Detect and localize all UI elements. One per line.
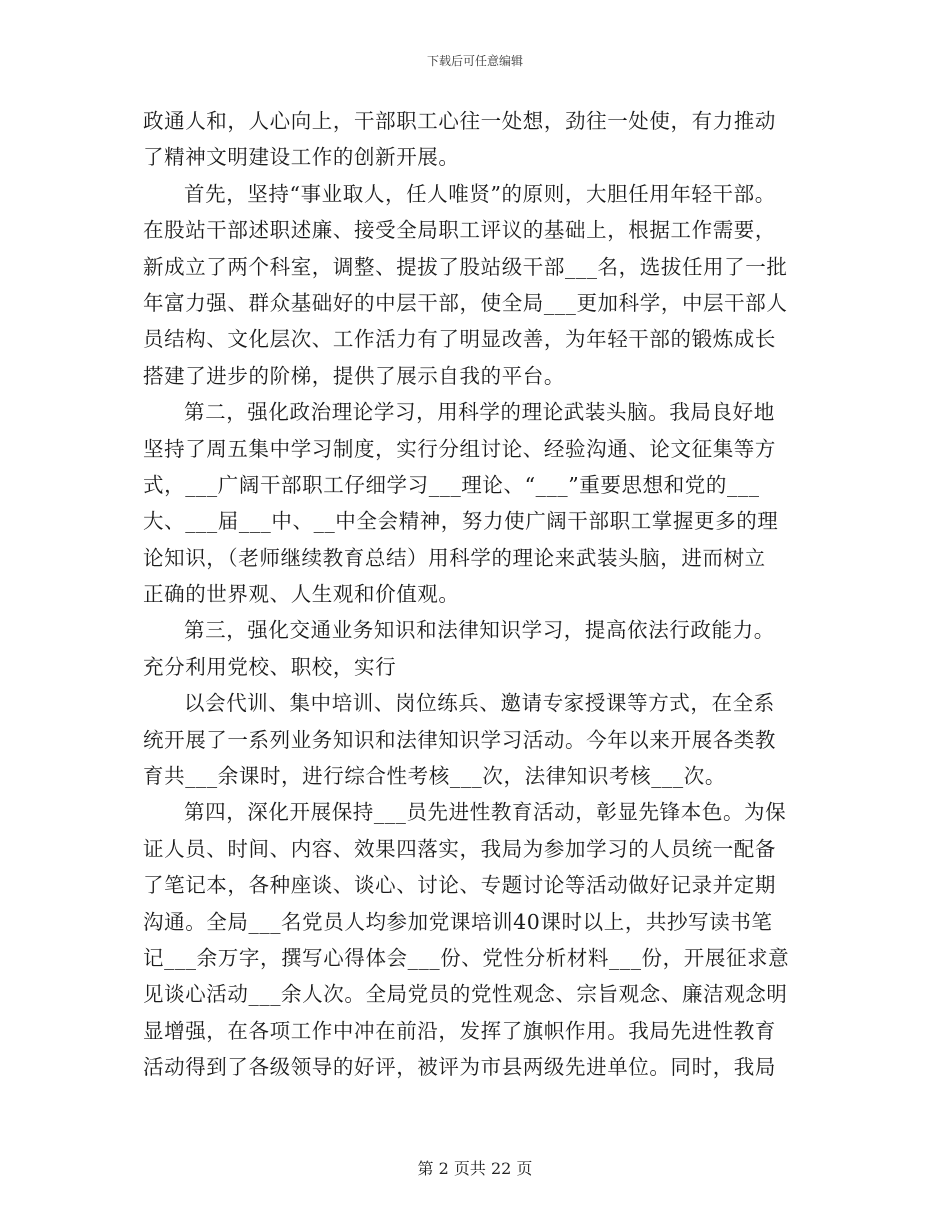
text-line: 坚持了周五集中学习制度，实行分组讨论、经验沟通、论文征集等方 bbox=[143, 436, 776, 461]
text-line: 员结构、文化层次、工作活力有了明显改善，为年轻干部的锻炼成长 bbox=[143, 327, 776, 352]
text-line: 第四，深化开展保持___员先进性教育活动，彰显先锋本色。为保 bbox=[184, 800, 787, 825]
text-line: 新成立了两个科室，调整、提拔了股站级干部___名，选拔任用了一批 bbox=[143, 254, 788, 279]
text-line: 大、___届___中、__中全会精神，努力使广阔干部职工掌握更多的理 bbox=[143, 509, 779, 534]
text-line: 充分利用党校、职校，实行 bbox=[143, 654, 397, 679]
text-line: 正确的世界观、人生观和价值观。 bbox=[143, 582, 460, 607]
text-line: 第二，强化政治理论学习，用科学的理论武装头脑。我局良好地 bbox=[184, 400, 775, 425]
document-body bbox=[143, 103, 823, 1086]
text-line: 式，___广阔干部职工仔细学习___理论、“___”重要思想和党的___ bbox=[143, 472, 760, 497]
text-line: 在股站干部述职述廉、接受全局职工评议的基础上，根据工作需要， bbox=[143, 218, 776, 243]
page-header: 下载后可任意编辑 bbox=[426, 54, 523, 68]
text-line: 显增强，在各项工作中冲在前沿，发挥了旗帜作用。我局先进性教育 bbox=[143, 1018, 776, 1043]
text-line: 论知识，（老师继续教育总结）用科学的理论来武装头脑，进而树立 bbox=[143, 545, 766, 570]
text-line: 政通人和，人心向上，干部职工心往一处想，劲往一处使，有力推动 bbox=[143, 109, 776, 133]
text-line: 年富力强、群众基础好的中层干部，使全局___更加科学，中层干部人 bbox=[143, 290, 788, 315]
text-line: 统开展了一系列业务知识和法律知识学习活动。今年以来开展各类教 bbox=[143, 727, 776, 752]
text-line: 沟通。全局___名党员人均参加党课培训40课时以上，共抄写读书笔 bbox=[143, 909, 773, 934]
text-line: 首先，坚持“事业取人，任人唯贤”的原则，大胆任用年轻干部。 bbox=[184, 181, 776, 206]
text-line: 第三，强化交通业务知识和法律知识学习，提高依法行政能力。 bbox=[184, 618, 775, 643]
text-line: 记___余万字，撰写心得体会___份、党性分析材料___份，开展征求意 bbox=[143, 945, 790, 970]
text-line: 活动得到了各级领导的好评，被评为市县两级先进单位。同时，我局 bbox=[143, 1055, 776, 1080]
page-footer: 第 2 页共 22 页 bbox=[417, 1159, 533, 1178]
text-line: 以会代训、集中培训、岗位练兵、邀请专家授课等方式，在全系 bbox=[184, 691, 775, 716]
text-line: 搭建了进步的阶梯，提供了展示自我的平台。 bbox=[143, 363, 565, 388]
text-line: 证人员、时间、内容、效果四落实，我局为参加学习的人员统一配备 bbox=[143, 836, 776, 861]
text-line: 见谈心活动___余人次。全局党员的党性观念、宗旨观念、廉洁观念明 bbox=[143, 982, 788, 1007]
text-line: 了笔记本，各种座谈、谈心、讨论、专题讨论等活动做好记录并定期 bbox=[143, 873, 776, 898]
text-line: 育共___余课时，进行综合性考核___次，法律知识考核___次。 bbox=[143, 764, 726, 789]
text-line: 了精神文明建设工作的创新开展。 bbox=[143, 145, 460, 170]
